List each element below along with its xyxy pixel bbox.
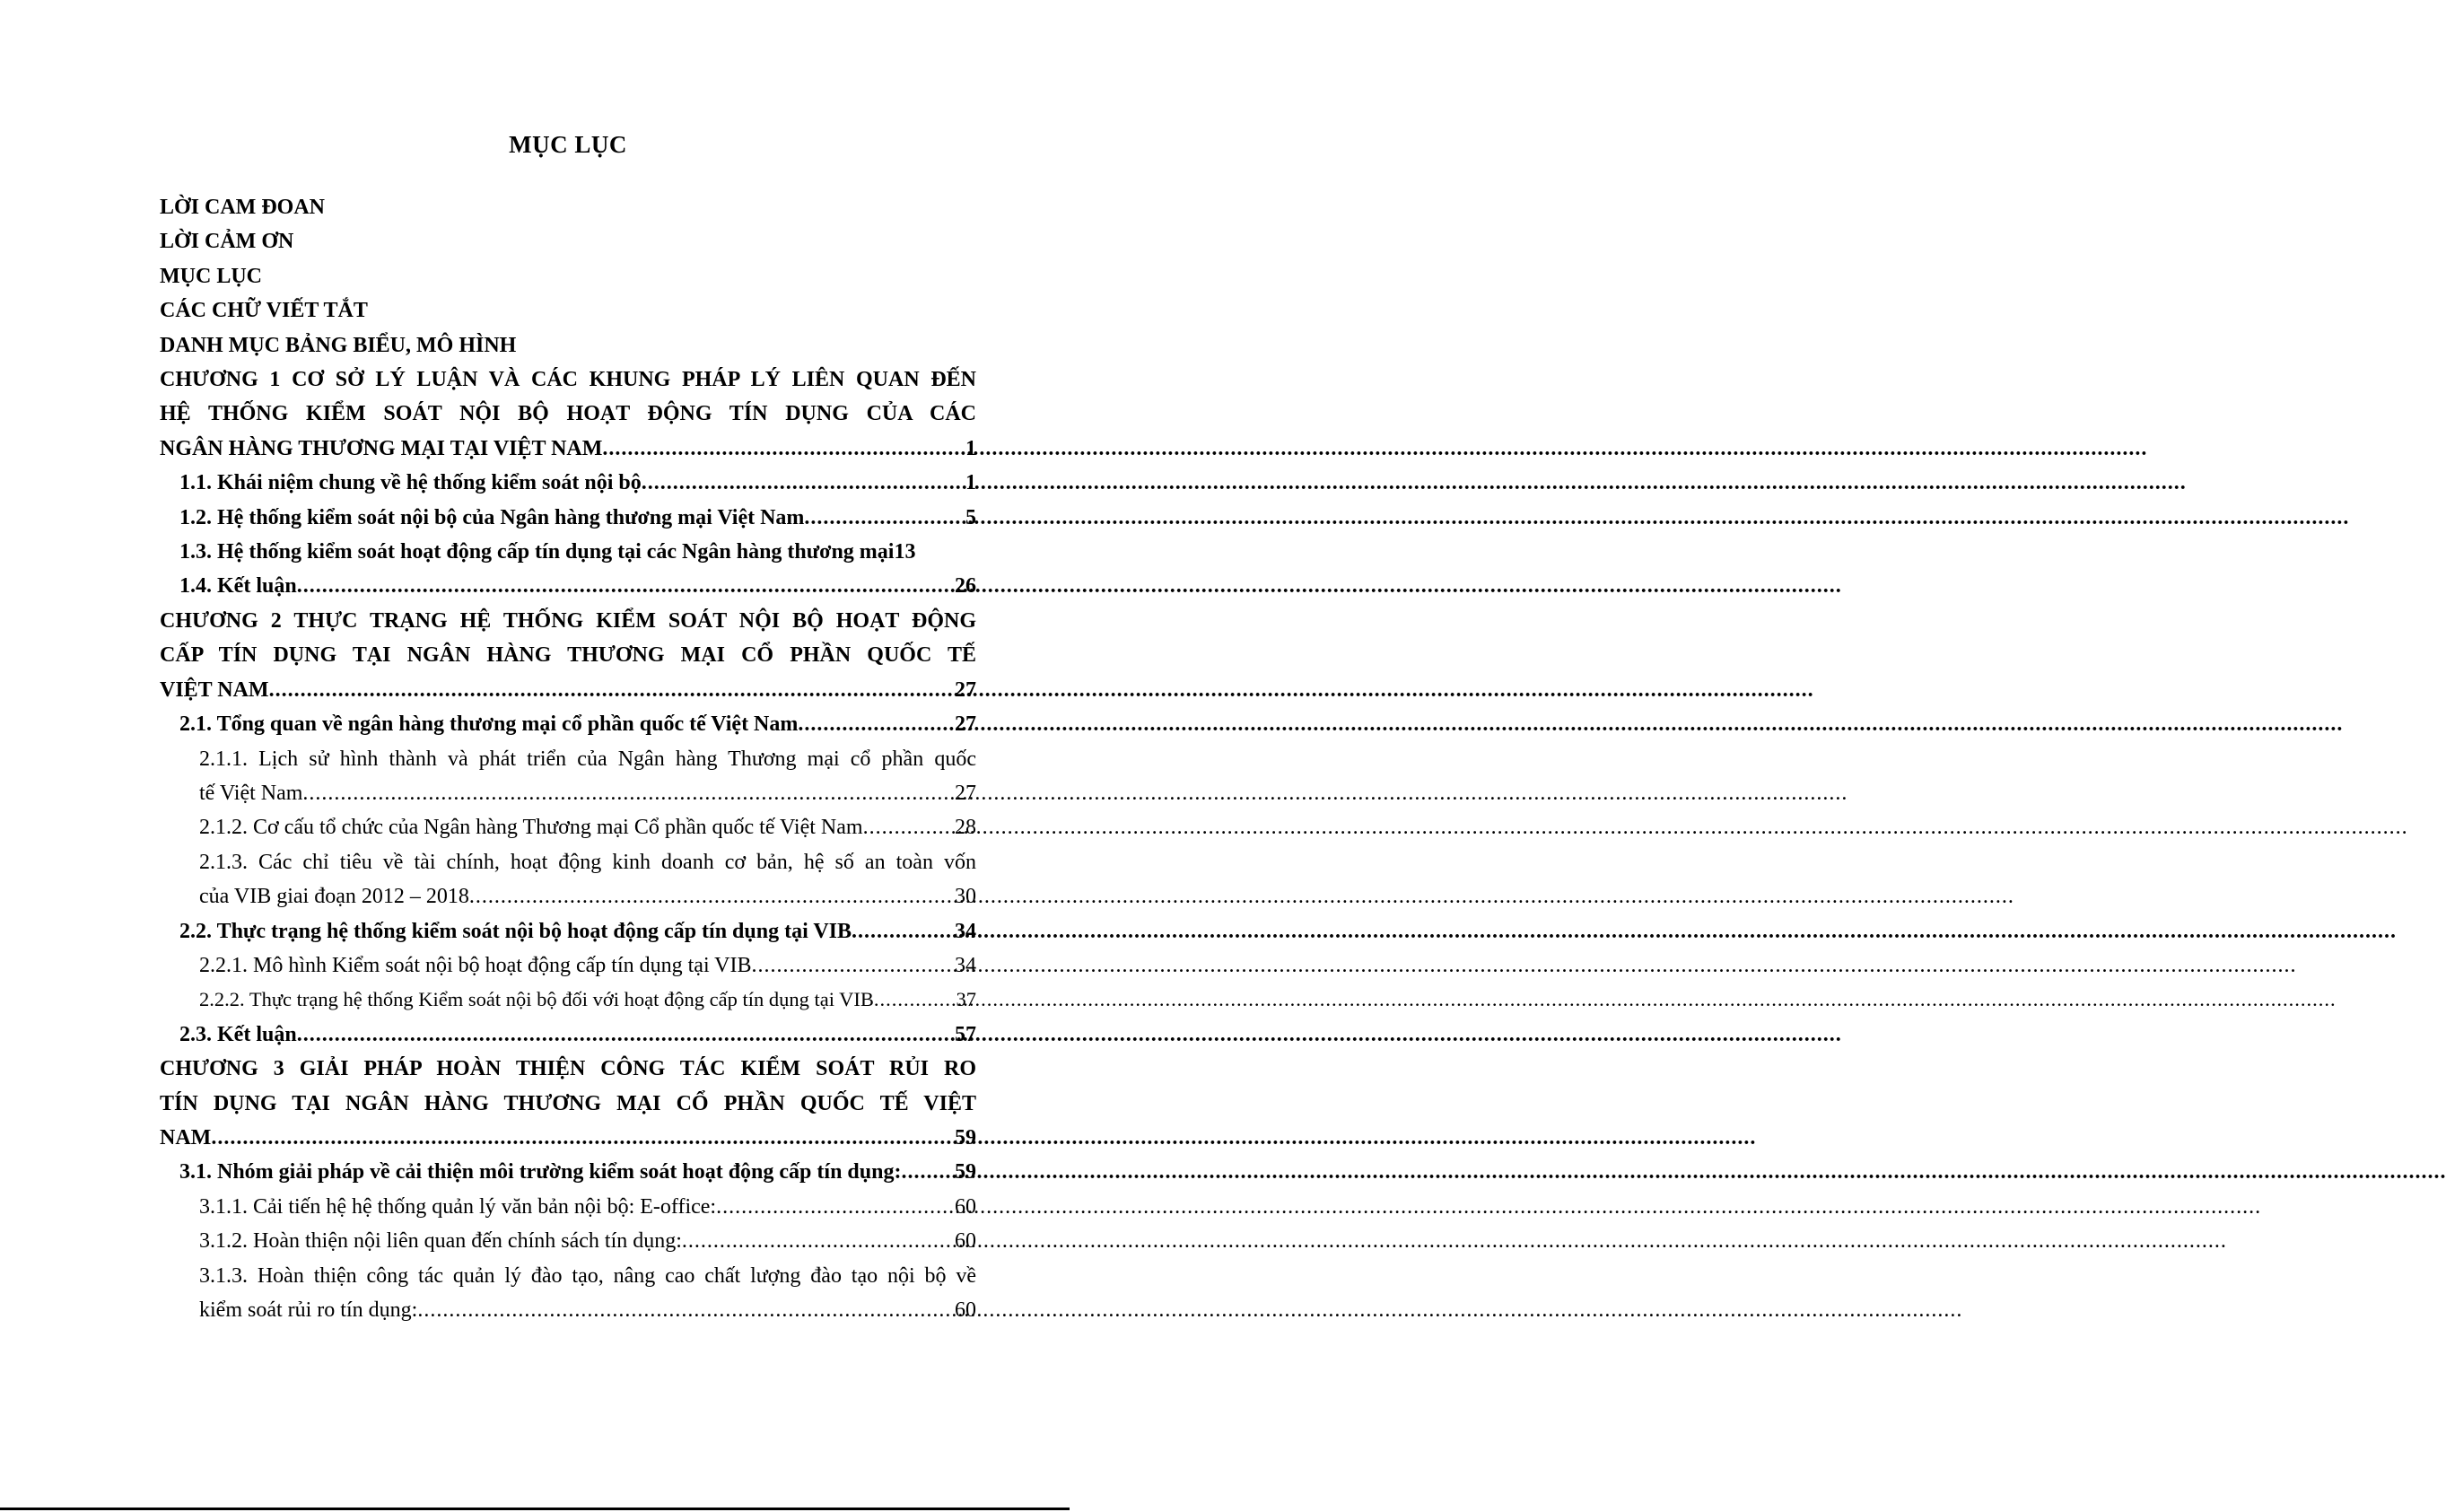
page-number: 60	[955, 1194, 976, 1219]
toc-chapter-1[interactable]	[160, 363, 976, 466]
toc-section-3-1[interactable]: 3.1. Nhóm giải pháp về cải thiện môi trường kiểm soát hoạt động cấp tín dụng: ..... 59	[179, 1155, 976, 1189]
document-page	[160, 0, 976, 1512]
toc-section-2-3[interactable]: 2.3. Kết luận ..... 57	[179, 1018, 976, 1052]
page-number: 27	[955, 712, 976, 737]
page-number: 1	[965, 471, 976, 495]
page-number: 34	[955, 919, 976, 943]
chapter-1-line-3: NGÂN HÀNG THƯƠNG MẠI TẠI VIỆT NAM ..... 1	[160, 432, 976, 466]
page-number: 34	[955, 953, 976, 977]
chapter-2-line-1: CHƯƠNG 2 THỰC TRẠNG HỆ THỐNG KIỂM SOÁT NỘI BỘ HOẠT ĐỘNG	[160, 608, 976, 633]
chapter-3-line-2: TÍN DỤNG TẠI NGÂN HÀNG THƯƠNG MẠI CỔ PHẦN QUỐC TẾ VIỆT	[160, 1091, 976, 1115]
toc-section-1-2[interactable]: 1.2. Hệ thống kiểm soát nội bộ của Ngân hàng thương mại Việt Nam ..... 5	[179, 501, 976, 535]
page-number: 28	[955, 816, 976, 840]
toc-subsection-3-1-3[interactable]: 3.1.3. Hoàn thiện công tác quản lý đào tạo, nâng cao chất lượng đào tạo nội bộ về kiểm soát rủi ro tín dụng: ..... 60	[199, 1259, 976, 1328]
page-number: 60	[955, 1298, 976, 1322]
toc-subsection-3-1-1[interactable]: 3.1.1. Cải tiến hệ hệ thống quản lý văn bản nội bộ: E-office: ..... 60	[199, 1190, 976, 1224]
toc-section-1-3[interactable]: 1.3. Hệ thống kiểm soát hoạt động cấp tín dụng tại các Ngân hàng thương mại 13	[179, 535, 976, 569]
toc-entry-loi-cam-doan[interactable]: LỜI CAM ĐOAN	[160, 196, 325, 219]
toc-section-2-1[interactable]: 2.1. Tổng quan về ngân hàng thương mại cổ phần quốc tế Việt Nam ..... 27	[179, 707, 976, 741]
page-number: 5	[965, 505, 976, 529]
page-number: 37	[956, 988, 976, 1011]
page-number: 59	[955, 1160, 976, 1184]
page-title: MỤC LỤC	[509, 131, 627, 158]
page-bottom-border	[0, 1508, 1070, 1510]
chapter-3-line-3: NAM ..... 59	[160, 1121, 976, 1155]
toc-chapter-3[interactable]	[160, 1052, 976, 1155]
toc-section-2-2[interactable]: 2.2. Thực trạng hệ thống kiểm soát nội bộ hoạt động cấp tín dụng tại VIB ..... 34	[179, 914, 976, 948]
toc-entry-chu-viet-tat[interactable]: CÁC CHỮ VIẾT TẮT	[160, 299, 368, 323]
toc-section-1-1[interactable]: 1.1. Khái niệm chung về hệ thống kiểm soát nội bộ ..... 1	[179, 466, 976, 500]
page-number: 30	[955, 885, 976, 909]
page-number: 27	[955, 677, 976, 702]
toc-subsection-2-1-3[interactable]: 2.1.3. Các chỉ tiêu về tài chính, hoạt động kinh doanh cơ bản, hệ số an toàn vốn của VIB giai đoạn 2012 – 2018 ..... 30	[199, 845, 976, 914]
page-number: 60	[955, 1229, 976, 1254]
toc-subsection-3-1-2[interactable]: 3.1.2. Hoàn thiện nội liên quan đến chính sách tín dụng: ..... 60	[199, 1224, 976, 1258]
page-number: 57	[955, 1022, 976, 1046]
toc-section-1-4[interactable]: 1.4. Kết luận ..... 26	[179, 569, 976, 603]
chapter-2-line-2: CẤP TÍN DỤNG TẠI NGÂN HÀNG THƯƠNG MẠI CỔ PHẦN QUỐC TẾ	[160, 643, 976, 668]
toc-entry-loi-cam-on[interactable]: LỜI CẢM ƠN	[160, 230, 294, 254]
page-number: 1	[965, 436, 976, 460]
toc-subsection-2-2-2[interactable]: 2.2.2. Thực trạng hệ thống Kiểm soát nội bộ đối với hoạt động cấp tín dụng tại VIB ..... 37	[199, 983, 976, 1017]
page-number: 59	[955, 1125, 976, 1149]
chapter-3-line-1: CHƯƠNG 3 GIẢI PHÁP HOÀN THIỆN CÔNG TÁC KIỂM SOÁT RỦI RO	[160, 1057, 976, 1081]
page-number: 27	[955, 781, 976, 805]
toc-chapter-2[interactable]	[160, 604, 976, 707]
page-number: 26	[955, 574, 976, 599]
chapter-1-line-2: HỆ THỐNG KIỂM SOÁT NỘI BỘ HOẠT ĐỘNG TÍN DỤNG CỦA CÁC	[160, 402, 976, 426]
table-of-contents	[160, 190, 976, 1327]
page-number: 13	[894, 540, 916, 564]
toc-entry-danh-muc-bang-bieu[interactable]: DANH MỤC BẢNG BIỂU, MÔ HÌNH	[160, 333, 517, 357]
toc-subsection-2-1-1[interactable]: 2.1.1. Lịch sử hình thành và phát triển của Ngân hàng Thương mại cổ phần quốc tế Việt Nam ..... 27	[199, 742, 976, 811]
toc-subsection-2-2-1[interactable]: 2.2.1. Mô hình Kiểm soát nội bộ hoạt động cấp tín dụng tại VIB ..... 34	[199, 948, 976, 983]
chapter-2-line-3: VIỆT NAM ..... 27	[160, 673, 976, 707]
chapter-1-line-1: CHƯƠNG 1 CƠ SỞ LÝ LUẬN VÀ CÁC KHUNG PHÁP LÝ LIÊN QUAN ĐẾN	[160, 368, 976, 392]
toc-subsection-2-1-2[interactable]: 2.1.2. Cơ cấu tổ chức của Ngân hàng Thương mại Cổ phần quốc tế Việt Nam ..... 28	[199, 810, 976, 844]
toc-entry-muc-luc[interactable]: MỤC LỤC	[160, 264, 262, 288]
